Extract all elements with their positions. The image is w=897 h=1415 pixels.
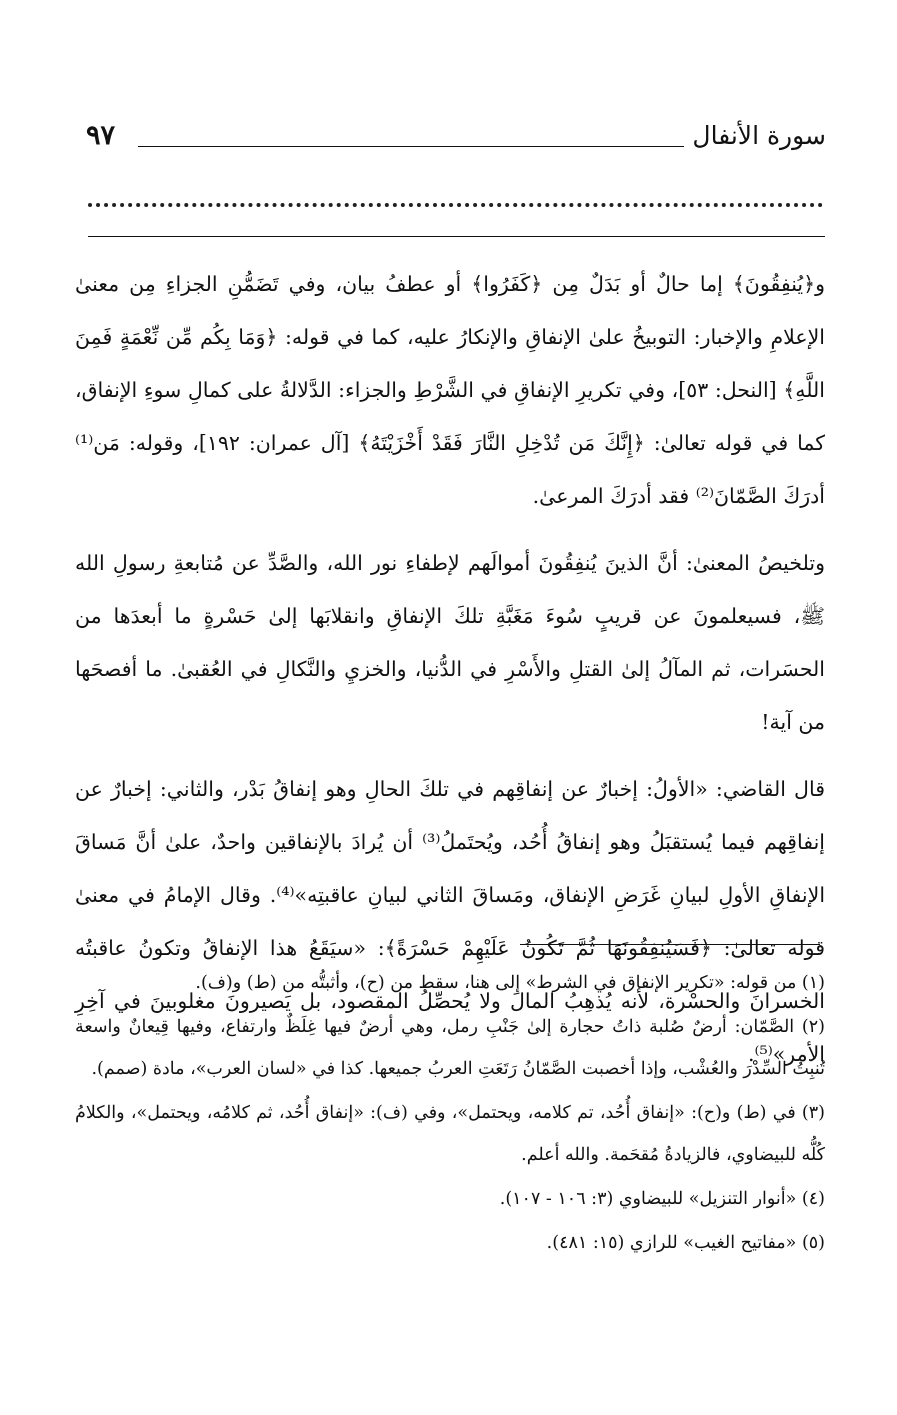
footnote-4: (٤) «أنوار التنزيل» للبيضاوي (٣: ١٠٦ - ١٠٧). [499, 1189, 825, 1209]
header-rule [138, 146, 684, 147]
footnote-divider [520, 944, 820, 945]
footnote-2: (٢) الصَّمّان: أرضٌ صُلبة ذاتُ حجارة إلىٰ جَنْبِ رمل، وهي أرضٌ فيها غِلَظٌ وارتفاع، وفيها قِيعانٌ واسعة تُنبِتُ السِّدْرَ والعُشْب، وإذا أخصبت الصَّمّانُ رَتَعَتِ العربُ جميعها. كذا في «لسان العرب»، مادة (صمم). [75, 1017, 825, 1079]
running-header [86, 116, 826, 156]
paragraph-3: قال القاضي: «الأولُ: إخبارٌ عن إنفاقِهم في تلكَ الحالِ وهو إنفاقُ بَدْر، والثاني: إخبارٌ عن إنفاقِهم فيما يُستقبَلُ وهو إنفاقُ أُحُد، ويُحتَملُ⁽³⁾ أن يُرادَ بالإنفاقين واحدٌ، علىٰ أنَّ مَساقَ الإنفاقِ الأولِ لبيانِ غَرَضِ الإنفاق، ومَساقَ الثاني لبيانِ عاقبتِه»⁽⁴⁾. وقال الإمامُ في معنىٰ قوله تعالىٰ: ﴿فَسَيُنفِقُونَهَا ثُمَّ تَكُونُ عَلَيْهِمْ حَسْرَةً﴾: «سيَقَعُ هذا الإنفاقُ وتكونُ عاقبتُه الخسرانَ والحسْرة، لأنه يُذهِبُ المالَ ولا يُحصِّلُ المقصود، بل يَصيرونَ مغلوبينَ في آخِرِ الأمر»⁽⁵⁾. [75, 777, 826, 1066]
page-number: ٩٧ [86, 120, 116, 151]
footnote-5: (٥) «مفاتيح الغيب» للرازي (١٥: ٤٨١). [546, 1233, 825, 1253]
solid-divider [88, 236, 825, 237]
footnote-3: (٣) في (ط) و(ح): «إنفاق أُحُد، تم كلامه، ويحتمل»، وفي (ف): «إنفاق أُحُد، ثم كلامُه، ويحتمل»، والكلامُ كُلُّه للبيضاوي، فالزيادةُ مُقحَمة. والله أعلم. [75, 1103, 825, 1165]
footnote-1: (١) من قوله: «تكرير الإنفاق في الشرط» إلى هنا، سقط من (ح)، وأثبتُّه من (ط) و(ف). [195, 973, 825, 993]
paragraph-2: وتلخيصُ المعنىٰ: أنَّ الذينَ يُنفِقُونَ أموالَهم لإطفاءِ نور الله، والصَّدِّ عن مُتابعةِ رسولِ الله ﷺ، فسيعلمونَ عن قريبٍ سُوءَ مَغَبَّةِ تلكَ الإنفاقِ وانقلابَها إلىٰ حَسْرةٍ ما أبعدَها من الحسَرات، ثم المآلُ إلىٰ القتلِ والأَسْرِ في الدُّنيا، والخزيِ والنَّكالِ في العُقبىٰ. ما أفصحَها من آية! [75, 551, 825, 734]
dotted-divider [88, 203, 823, 207]
footnotes [75, 962, 825, 1266]
paragraph-1: و﴿يُنفِقُونَ﴾ إما حالٌ أو بَدَلٌ مِن ﴿كَفَرُوا﴾ أو عطفُ بيان، وفي تَضَمُّنِ الجزاءِ مِن معنىٰ الإعلامِ والإخبار: التوبيخُ علىٰ الإنفاقِ والإنكارُ عليه، كما في قوله: ﴿وَمَا بِكُم مِّن نِّعْمَةٍ فَمِنَ اللَّهِ﴾ [النحل: ٥٣]، وفي تكريرِ الإنفاقِ في الشَّرْطِ والجزاء: الدَّلالةُ على كمالِ سوءِ الإنفاق، كما في قوله تعالىٰ: ﴿إِنَّكَ مَن تُدْخِلِ النَّارَ فَقَدْ أَخْزَيْتَهُ﴾ [آل عمران: ١٩٢]، وقوله: مَن⁽¹⁾ أدرَكَ الصَّمّانَ⁽²⁾ فقد أدرَكَ المرعىٰ. [75, 272, 825, 508]
surah-title: سورة الأنفال [692, 121, 826, 150]
